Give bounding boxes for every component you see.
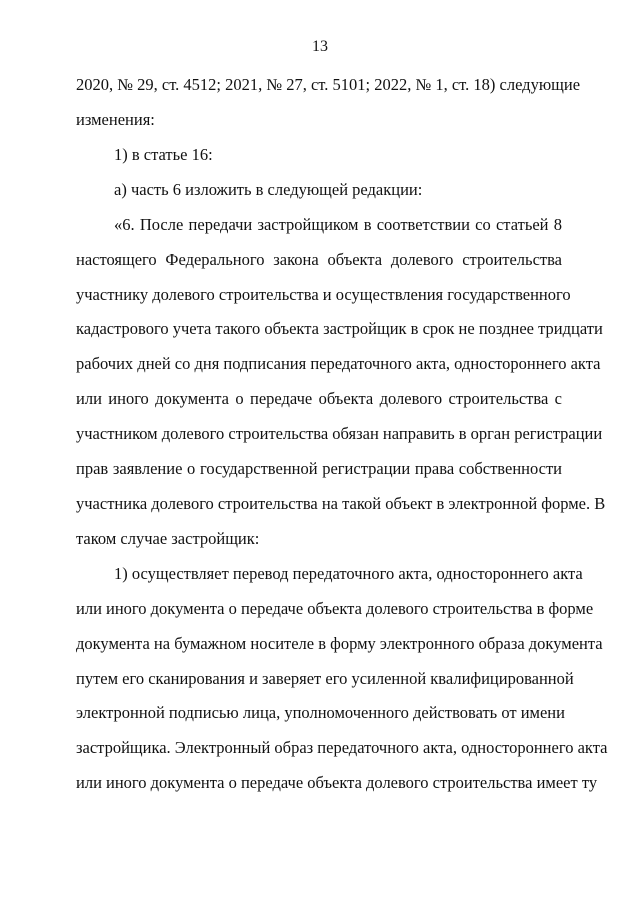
text-line: электронной подписью лица, уполномоченного действовать от имени — [76, 703, 565, 722]
text-line: рабочих дней со дня подписания передаточного акта, одностороннего акта — [76, 354, 601, 373]
text-line: 2020, № 29, ст. 4512; 2021, № 27, ст. 5101; 2022, № 1, ст. 18) следующие — [76, 75, 581, 94]
text-line: путем его сканирования и заверяет его усиленной квалифицированной — [76, 669, 574, 688]
text-line: участником долевого строительства обязан направить в орган регистрации — [76, 424, 603, 443]
sub-item-heading: а) часть 6 изложить в следующей редакции: — [114, 180, 423, 199]
list-item-heading: 1) в статье 16: — [114, 145, 213, 164]
text-line: участника долевого строительства на такой объект в электронной форме. В — [76, 494, 606, 513]
text-line: документа на бумажном носителе в форму электронного образа документа — [76, 634, 603, 653]
text-line: кадастрового учета такого объекта застройщик в срок не позднее тридцати — [76, 319, 603, 338]
text-line: прав заявление о государственной регистрации права собственности — [76, 459, 562, 478]
text-line: таком случае застройщик: — [76, 529, 260, 548]
text-line: «6. После передачи застройщиком в соответствии со статьей 8 — [114, 215, 562, 234]
text-line: или иного документа о передаче объекта долевого строительства в форме — [76, 599, 594, 618]
text-line: или иного документа о передаче объекта долевого строительства с — [76, 389, 562, 408]
text-line: настоящего Федерального закона объекта долевого строительства — [76, 250, 562, 269]
page-number: 13 — [312, 38, 328, 55]
text-line: или иного документа о передаче объекта долевого строительства имеет ту — [76, 773, 598, 792]
text-line: застройщика. Электронный образ передаточного акта, одностороннего акта — [76, 738, 608, 757]
text-line: участнику долевого строительства и осуществления государственного — [76, 285, 571, 304]
text-line: 1) осуществляет перевод передаточного акта, одностороннего акта — [114, 564, 583, 583]
text-line: изменения: — [76, 110, 155, 129]
